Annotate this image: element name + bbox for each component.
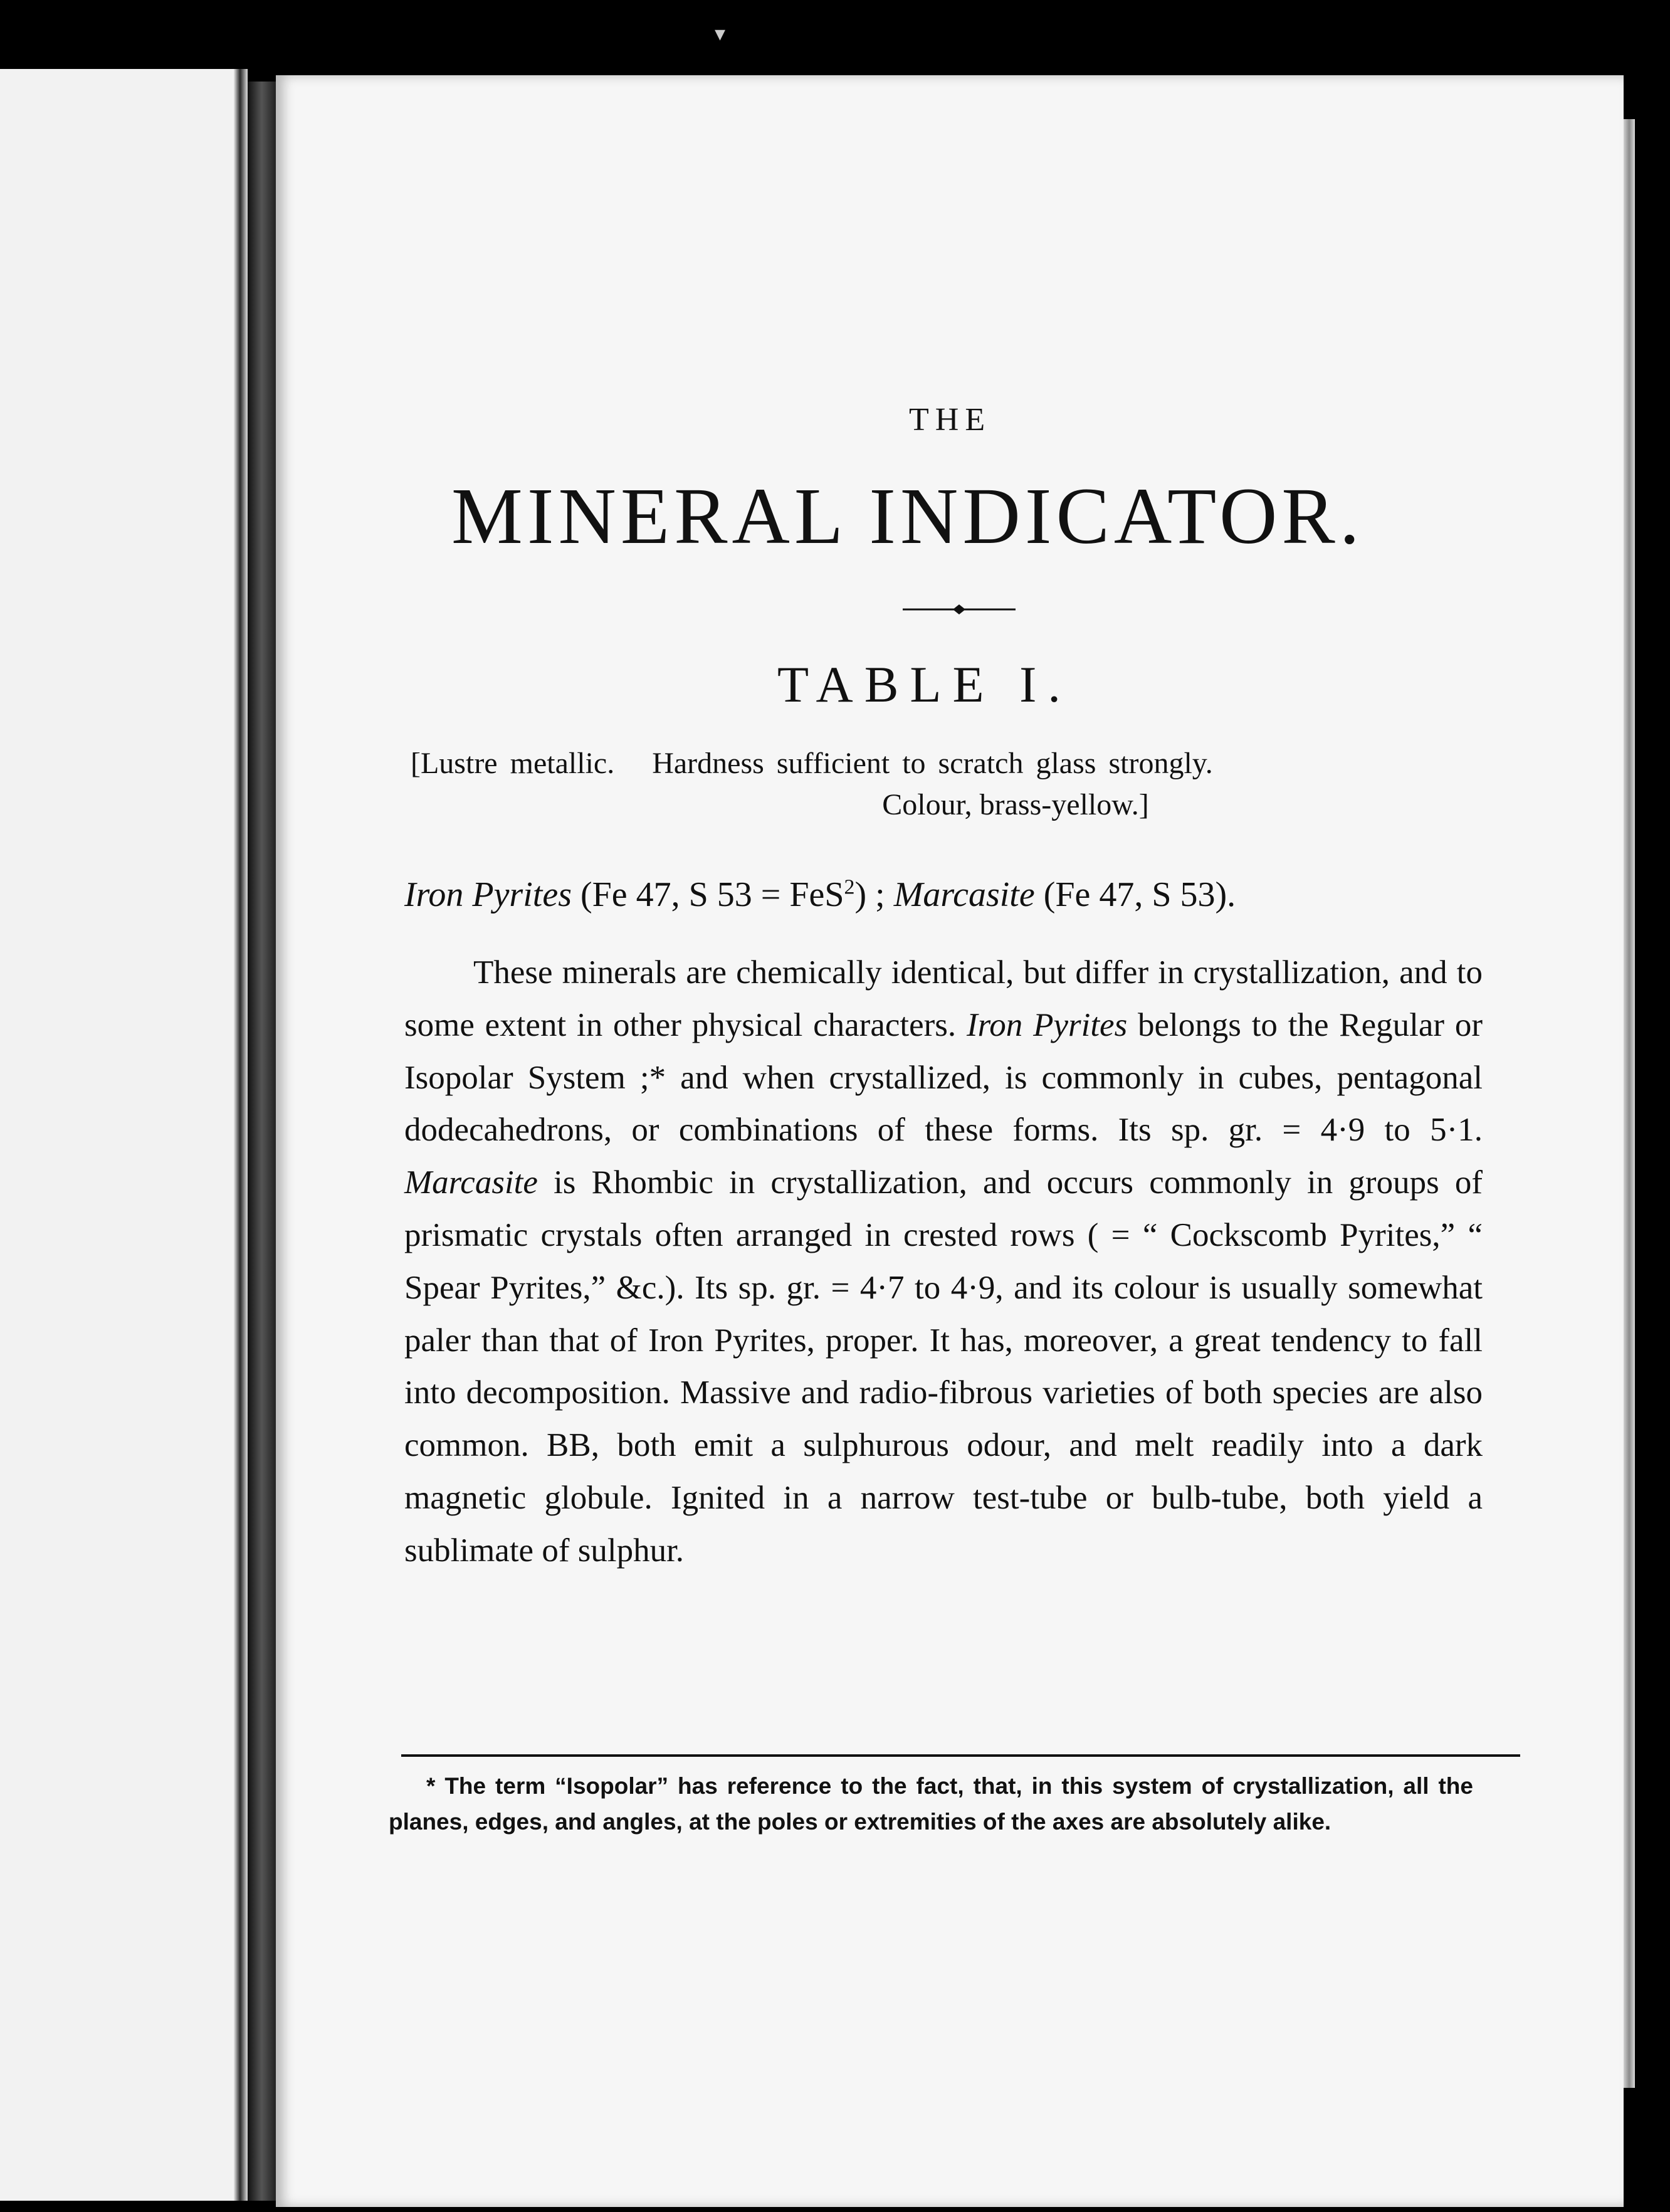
- iron-pyrites-formula: (Fe 47, S 53 = FeS: [571, 875, 844, 914]
- marcasite-formula: (Fe 47, S 53).: [1034, 875, 1236, 914]
- scan-mark-icon: ▾: [715, 23, 726, 46]
- criteria-line-2: Colour, brass-yellow.]: [882, 788, 1149, 821]
- paragraph-text-c: is Rhombic in crystallization, and occurs commonly in groups of prismatic crystals often arranged in crested rows ( = “ Cockscomb Pyrites,” “ Spear Pyrites,” &c.). Its sp. gr. = 4·7 to 4·9, and its colour is usually somewhat paler than that of Iron Pyrites, proper. It has, moreover, a great tendency to fall into decomposition. Massive and radio-fibrous varieties of both species are also common. BB, both emit a sulphurous odour, and melt readily into a dark magnetic globule. Ignited in a narrow test-tube or bulb-tube, both yield a sublimate of sulphur.: [404, 1164, 1483, 1569]
- page-title: MINERAL INDICATOR.: [451, 471, 1364, 561]
- formula-superscript: 2: [844, 875, 855, 899]
- paragraph-iron-pyrites: Iron Pyrites: [966, 1006, 1128, 1043]
- criteria-line-1: [Lustre metallic. Hardness sufficient to scratch glass strongly.: [411, 747, 1213, 780]
- footnote-rule: [401, 1754, 1520, 1757]
- left-page-edge: [234, 69, 248, 2201]
- footnote-text: * The term “Isopolar” has reference to the fact, that, in this system of crystallization, all the planes, edges, and angles, at the poles or extremities of the axes are absolutely alike.: [389, 1773, 1473, 1835]
- paragraph-text-a: These minerals are chemically identical, but differ in crystallization, and to some extent in other physical characters.: [404, 954, 1483, 1043]
- marcasite-name: Marcasite: [893, 875, 1035, 914]
- left-page: [0, 69, 248, 2201]
- paragraph-text-b: belongs to the Regular or Isopolar System ;* and when crystallized, is commonly in cubes, pentagonal dodecahedrons, or combinations of these forms. Its sp. gr. = 4·9 to 5·1.: [404, 1006, 1483, 1149]
- ornament-divider-icon: [896, 603, 1022, 616]
- right-page-edge: [1624, 119, 1635, 2088]
- paragraph-1: [404, 947, 1483, 1577]
- page-content: [276, 0, 1624, 2212]
- mineral-subheading: [404, 875, 1520, 915]
- footnote: [389, 1768, 1473, 1840]
- body-paragraph: [404, 947, 1483, 1577]
- paragraph-marcasite: Marcasite: [404, 1164, 538, 1201]
- table-criteria: [411, 743, 1514, 826]
- iron-pyrites-name: Iron Pyrites: [404, 875, 572, 914]
- book-gutter: [248, 82, 276, 2201]
- heading-the: THE: [909, 402, 992, 438]
- formula-separator: ) ;: [854, 875, 894, 914]
- table-heading: TABLE I.: [777, 656, 1072, 713]
